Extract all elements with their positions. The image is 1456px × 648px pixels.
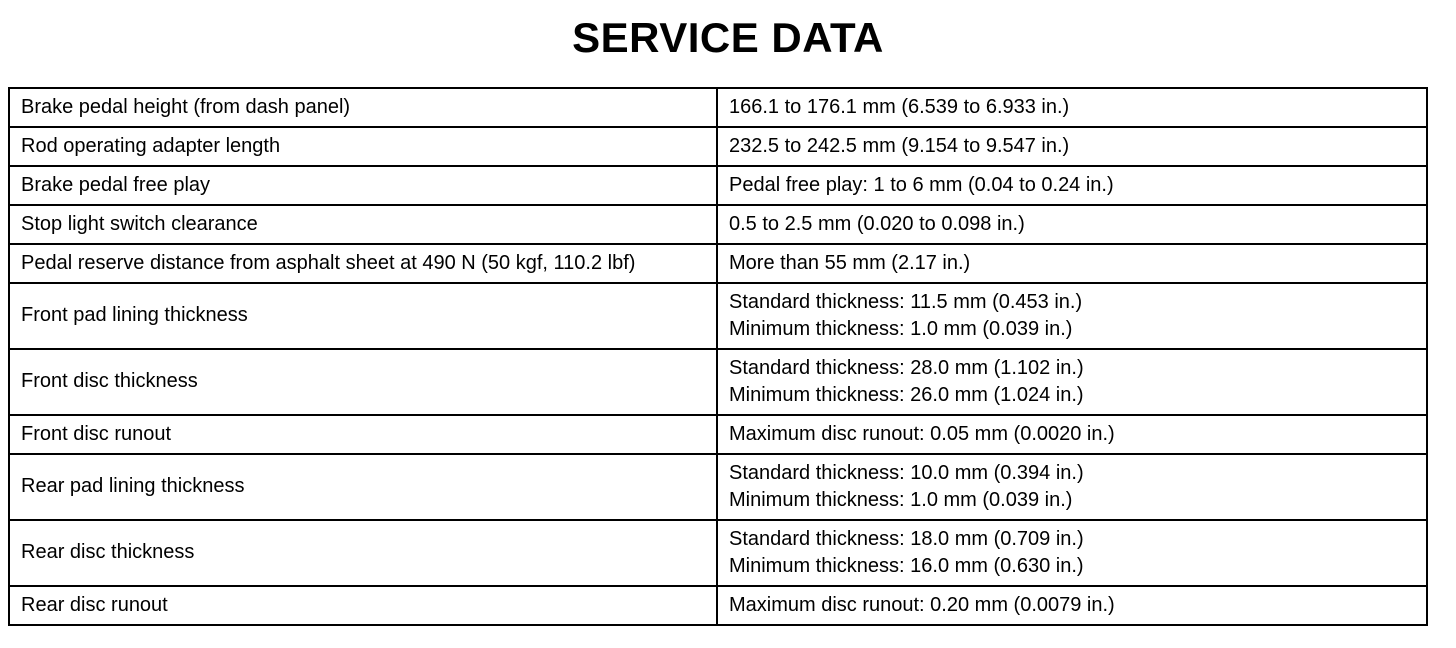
item-cell: Rear pad lining thickness — [9, 454, 717, 520]
table-row — [9, 349, 1427, 415]
value-line: Minimum thickness: 26.0 mm (1.024 in.) — [729, 384, 1084, 406]
value-line: 166.1 to 176.1 mm (6.539 to 6.933 in.) — [729, 95, 1070, 118]
value-line: More than 55 mm (2.17 in.) — [729, 251, 971, 274]
value-cell — [717, 520, 1427, 586]
value-cell — [717, 205, 1427, 244]
value-line: Standard thickness: 18.0 mm (0.709 in.) — [729, 527, 1084, 550]
table-row — [9, 586, 1427, 625]
item-cell: Pedal reserve distance from asphalt sheet at 490 N (50 kgf, 110.2 lbf) — [9, 244, 717, 283]
value-line: Standard thickness: 10.0 mm (0.394 in.) — [729, 461, 1084, 484]
item-cell: Brake pedal height (from dash panel) — [9, 88, 717, 127]
table-row — [9, 520, 1427, 586]
value-cell — [717, 415, 1427, 454]
item-cell: Front disc runout — [9, 415, 717, 454]
value-line: 0.5 to 2.5 mm (0.020 to 0.098 in.) — [729, 212, 1025, 235]
item-cell: Brake pedal free play — [9, 166, 717, 205]
value-line: Standard thickness: 28.0 mm (1.102 in.) — [729, 356, 1084, 379]
value-cell — [717, 88, 1427, 127]
value-cell — [717, 166, 1427, 205]
table-row — [9, 88, 1427, 127]
value-cell — [717, 586, 1427, 625]
table-row — [9, 205, 1427, 244]
value-cell — [717, 127, 1427, 166]
value-cell — [717, 244, 1427, 283]
item-cell: Rear disc thickness — [9, 520, 717, 586]
value-cell — [717, 349, 1427, 415]
table-row — [9, 415, 1427, 454]
service-data-table — [8, 87, 1428, 626]
value-cell — [717, 454, 1427, 520]
value-line: Standard thickness: 11.5 mm (0.453 in.) — [729, 290, 1083, 313]
value-line: Pedal free play: 1 to 6 mm (0.04 to 0.24 in.) — [729, 173, 1114, 196]
value-cell — [717, 283, 1427, 349]
value-line: Maximum disc runout: 0.20 mm (0.0079 in.) — [729, 593, 1115, 616]
table-row — [9, 166, 1427, 205]
page-title: SERVICE DATA — [572, 14, 884, 61]
value-line: 232.5 to 242.5 mm (9.154 to 9.547 in.) — [729, 134, 1070, 157]
table-row — [9, 244, 1427, 283]
item-cell: Rod operating adapter length — [9, 127, 717, 166]
value-line: Minimum thickness: 16.0 mm (0.630 in.) — [729, 555, 1084, 577]
table-row — [9, 127, 1427, 166]
table-row — [9, 283, 1427, 349]
value-line: Minimum thickness: 1.0 mm (0.039 in.) — [729, 318, 1073, 340]
value-line: Minimum thickness: 1.0 mm (0.039 in.) — [729, 489, 1073, 511]
item-cell: Stop light switch clearance — [9, 205, 717, 244]
item-cell: Front pad lining thickness — [9, 283, 717, 349]
item-cell: Front disc thickness — [9, 349, 717, 415]
item-cell: Rear disc runout — [9, 586, 717, 625]
value-line: Maximum disc runout: 0.05 mm (0.0020 in.) — [729, 422, 1115, 445]
table-row — [9, 454, 1427, 520]
